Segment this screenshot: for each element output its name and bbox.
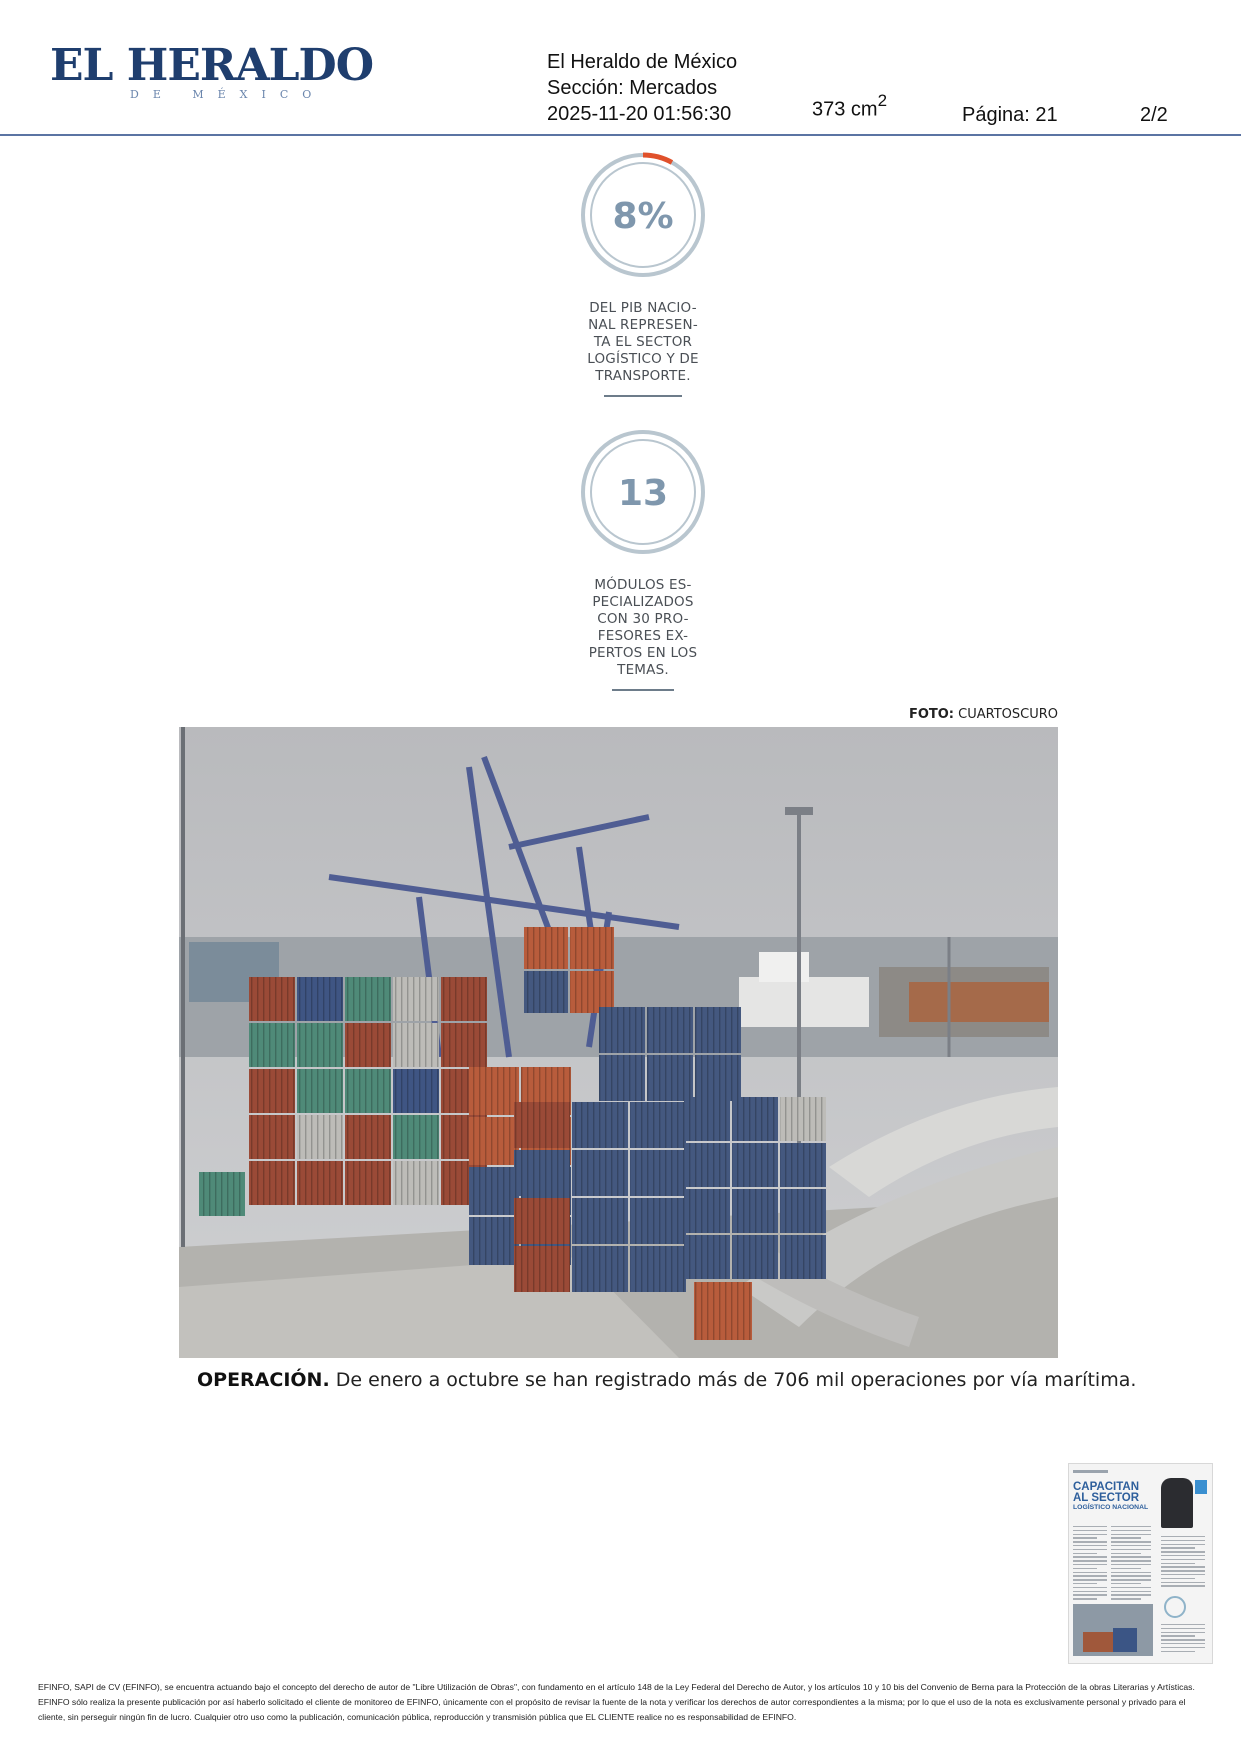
caption-line: FESORES EX- (597, 628, 689, 644)
thumb-text-line (1161, 1643, 1205, 1644)
caption-line: NAL REPRESEN- (588, 317, 698, 333)
container-ribbing (684, 1097, 730, 1141)
thumb-text-line (1111, 1587, 1151, 1588)
container-ribbing (514, 1246, 570, 1292)
section-name: Sección: Mercados (547, 77, 718, 99)
credit-name: CUARTOSCURO (958, 707, 1058, 722)
container-ribbing (780, 1235, 826, 1279)
thumb-text-line (1161, 1540, 1205, 1541)
container-ribbing (393, 1069, 439, 1113)
stat-modulos (563, 427, 723, 691)
thumb-text-line (1161, 1544, 1205, 1545)
caption-underline (604, 395, 682, 397)
thumb-text-line (1161, 1632, 1205, 1633)
header-divider (0, 134, 1241, 136)
thumb-text-line (1111, 1575, 1151, 1576)
clipping-area (812, 93, 887, 122)
thumb-text-line (1161, 1624, 1205, 1625)
port-containers-photo (179, 727, 1058, 1358)
thumb-text-line (1073, 1587, 1107, 1588)
thumb-text-line (1111, 1598, 1141, 1599)
container-ribbing (570, 927, 614, 969)
caption-underline (612, 689, 674, 691)
thumb-headline-sub: LOGÍSTICO NACIONAL (1073, 1504, 1149, 1511)
thumb-text-line (1161, 1578, 1195, 1579)
thumb-text-line (1111, 1591, 1151, 1592)
caption-line: PECIALIZADOS (592, 594, 694, 610)
logo-subtext: DE MÉXICO (130, 88, 326, 101)
thumb-text-line (1161, 1639, 1205, 1640)
container-ribbing (732, 1143, 778, 1187)
container-ribbing (345, 1161, 391, 1205)
container-ribbing (780, 1097, 826, 1141)
container-ribbing (249, 1023, 295, 1067)
container-ribbing (297, 1115, 343, 1159)
container-ribbing (441, 1023, 487, 1067)
thumb-text-line (1073, 1598, 1097, 1599)
thumb-text-line (1073, 1583, 1097, 1584)
container-ribbing (684, 1235, 730, 1279)
container-ribbing (297, 1023, 343, 1067)
port-scene-illustration (179, 727, 1058, 1358)
thumb-text-line (1111, 1594, 1151, 1595)
thumb-text-line (1161, 1536, 1205, 1537)
container-ribbing (780, 1143, 826, 1187)
thumb-text-line (1161, 1628, 1205, 1629)
thumb-text-line (1073, 1564, 1107, 1565)
container-ribbing (780, 1189, 826, 1233)
thumb-text-line (1111, 1583, 1141, 1584)
caption-line: MÓDULOS ES- (594, 577, 692, 593)
container-ribbing (630, 1246, 686, 1292)
area-exponent: 2 (877, 91, 888, 110)
container-ribbing (514, 1102, 570, 1148)
container-ribbing (199, 1172, 245, 1216)
thumb-text-line (1161, 1551, 1205, 1552)
thumb-text-line (1073, 1568, 1097, 1569)
container-ribbing (514, 1150, 570, 1196)
logo-text: EL HERALDO (50, 40, 374, 91)
thumb-text-line (1111, 1572, 1151, 1573)
container-ribbing (393, 1161, 439, 1205)
container-ribbing (695, 1007, 741, 1053)
container-ribbing (570, 971, 614, 1013)
container-ribbing (441, 977, 487, 1021)
ship-hull (739, 977, 869, 1027)
container-ribbing (647, 1055, 693, 1101)
thumb-text-line (1161, 1563, 1195, 1564)
photo-credit (909, 707, 1058, 722)
caption-line: TEMAS. (617, 662, 669, 678)
container-ribbing (524, 971, 568, 1013)
copyright-disclaimer: EFINFO, SAPI de CV (EFINFO), se encuentra actuando bajo el concepto del derecho de autor de "Libre Utilización de Obras", con fundamento en el artículo 148 de la Ley Federal del Derecho de Autor, y los artículos 10 y 10 bis del Convenio de Berna para la Protección de la obras Literarias y Artísticas. EFINFO sólo realiza la presente publicación por así haberlo solicitado el cliente de monitoreo de EFINFO, únicamente con el propósito de revisar la fuente de la nota y verificar los derechos de autor correspondientes a la misma; por lo que el uso de la nota es exclusivamente personal y privado para el cliente, sin perseguir ningún fin de lucro. Cualquier otro uso como la publicación, comunicación pública, reproducción y transmisión pública que EL CLIENTE realice no es responsabilidad de EFINFO. (38, 1682, 1195, 1722)
thumb-text-line (1073, 1530, 1107, 1531)
photo-caption (197, 1369, 1136, 1391)
container-ribbing (630, 1102, 686, 1148)
thumbnail-headline (1073, 1482, 1148, 1512)
container-ribbing (345, 1115, 391, 1159)
container-ribbing (249, 1115, 295, 1159)
thumb-text-line (1161, 1635, 1195, 1636)
container-ribbing (393, 1115, 439, 1159)
container-ribbing (684, 1189, 730, 1233)
stat-value: 8% (612, 196, 674, 237)
thumb-text-line (1161, 1574, 1205, 1575)
container-ribbing (514, 1198, 570, 1244)
thumb-text-line (1111, 1537, 1141, 1538)
thumb-text-line (1111, 1556, 1151, 1557)
thumb-text-line (1161, 1651, 1195, 1652)
thumb-text-line (1161, 1566, 1205, 1567)
thumb-text-line (1111, 1526, 1151, 1527)
container-ribbing (732, 1097, 778, 1141)
thumb-text-line (1111, 1530, 1151, 1531)
container-ribbing (732, 1189, 778, 1233)
container-ribbing (694, 1282, 752, 1340)
thumb-text-line (1073, 1560, 1107, 1561)
thumb-text-line (1111, 1560, 1151, 1561)
thumb-text-line (1111, 1579, 1151, 1580)
container-ribbing (572, 1198, 628, 1244)
thumb-headline-line: CAPACITAN (1073, 1481, 1140, 1493)
container-ribbing (469, 1217, 519, 1265)
caption-line: PERTOS EN LOS (588, 645, 698, 661)
container-ribbing (297, 1069, 343, 1113)
thumb-text-line (1111, 1545, 1151, 1546)
container-ribbing (393, 977, 439, 1021)
container-ribbing (524, 927, 568, 969)
container-ribbing (469, 1167, 519, 1215)
thumb-text-line (1073, 1594, 1107, 1595)
container-ribbing (393, 1023, 439, 1067)
stat-caption (573, 577, 713, 679)
container-ribbing (345, 977, 391, 1021)
container-ribbing (647, 1007, 693, 1053)
thumb-text-line (1073, 1591, 1107, 1592)
container-ribbing (572, 1150, 628, 1196)
thumb-photo (1073, 1604, 1153, 1656)
container-ribbing (345, 1069, 391, 1113)
thumb-text-line (1161, 1647, 1205, 1648)
caption-line: TA EL SECTOR (593, 334, 693, 350)
container-ribbing (630, 1198, 686, 1244)
thumb-text-line (1111, 1564, 1151, 1565)
thumb-text-line (1161, 1547, 1195, 1548)
area-value: 373 cm (812, 98, 878, 121)
thumb-text-line (1111, 1541, 1151, 1542)
container-ribbing (732, 1235, 778, 1279)
container-ribbing (249, 1161, 295, 1205)
thumb-text-line (1111, 1534, 1151, 1535)
thumb-text-line (1073, 1534, 1107, 1535)
thumb-portrait (1161, 1478, 1193, 1528)
stat-ring-modulos (578, 427, 708, 557)
thumb-text-line (1073, 1572, 1107, 1573)
thumb-text-line (1073, 1579, 1107, 1580)
masthead-logo (50, 40, 410, 104)
caption-line: TRANSPORTE. (595, 368, 691, 384)
publication-name: El Heraldo de México (547, 51, 738, 73)
thumb-text-line (1161, 1559, 1205, 1560)
thumb-text-line (1161, 1570, 1205, 1571)
caption-lead: OPERACIÓN. (197, 1369, 330, 1391)
thumb-text-line (1073, 1537, 1097, 1538)
thumb-text-line (1073, 1541, 1107, 1542)
container-ribbing (345, 1023, 391, 1067)
thumb-text-line (1073, 1575, 1107, 1576)
container-ribbing (297, 1161, 343, 1205)
container-ribbing (695, 1055, 741, 1101)
container-ribbing (572, 1102, 628, 1148)
container-ribbing (599, 1055, 645, 1101)
container-ribbing (599, 1007, 645, 1053)
caption-line: DEL PIB NACIO- (589, 300, 697, 316)
thumb-text-line (1111, 1553, 1141, 1554)
clipping-datetime: 2025-11-20 01:56:30 (547, 103, 732, 125)
container-ribbing (297, 977, 343, 1021)
credit-label: FOTO: (908, 707, 954, 722)
clipping-meta (547, 49, 737, 127)
stat-ring-pib (578, 150, 708, 280)
thumb-text-line (1073, 1545, 1107, 1546)
caption-line: LOGÍSTICO Y DE (587, 351, 699, 367)
thumb-text-line (1073, 1553, 1097, 1554)
container-ribbing (469, 1067, 519, 1115)
page-thumbnail[interactable] (1068, 1463, 1213, 1664)
stat-pib (563, 150, 723, 397)
thumb-headline-line: AL SECTOR (1073, 1492, 1140, 1504)
thumb-text-line (1161, 1585, 1205, 1586)
ring-progress-arc (643, 155, 672, 162)
thumb-text-line (1161, 1582, 1205, 1583)
container-ribbing (249, 977, 295, 1021)
thumb-text-line (1111, 1568, 1141, 1569)
page-number: Página: 21 (962, 104, 1058, 126)
thumb-text-line (1111, 1549, 1151, 1550)
caption-line: CON 30 PRO- (597, 611, 689, 627)
sheet-counter: 2/2 (1140, 104, 1168, 126)
container-ribbing (572, 1246, 628, 1292)
container-ribbing (684, 1143, 730, 1187)
thumb-text-line (1161, 1555, 1205, 1556)
stat-caption (573, 300, 713, 385)
thumb-text-line (1073, 1526, 1107, 1527)
container-ribbing (630, 1150, 686, 1196)
caption-text: De enero a octubre se han registrado más de 706 mil operaciones por vía marítima. (329, 1369, 1137, 1391)
thumb-text-line (1073, 1549, 1107, 1550)
container-ribbing (469, 1117, 519, 1165)
thumb-text-line (1073, 1556, 1107, 1557)
container-ribbing (249, 1069, 295, 1113)
stat-value: 13 (617, 473, 669, 514)
